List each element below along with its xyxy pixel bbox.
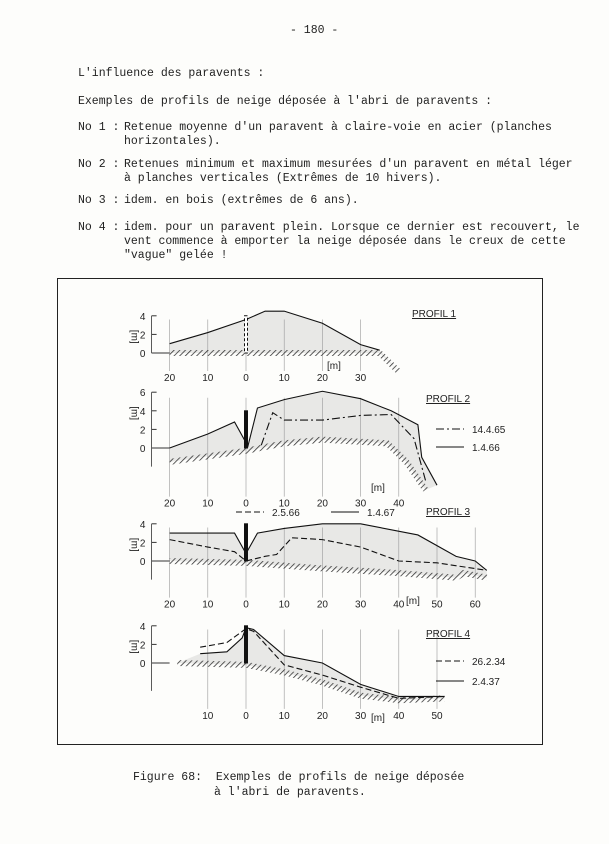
fence-marker xyxy=(245,316,248,353)
profile-1 xyxy=(129,309,457,384)
x-tick-label: 10 xyxy=(278,373,290,384)
snow-profiles-figure xyxy=(58,279,544,746)
y-tick-label: 0 xyxy=(139,444,146,455)
x-tick-label: 0 xyxy=(243,710,249,722)
x-tick-label: 10 xyxy=(202,710,214,722)
x-tick-label: 20 xyxy=(316,373,328,384)
item-1-line: horizontales). xyxy=(124,135,221,148)
y-axis-label: [m] xyxy=(128,329,140,344)
figure-caption: Figure 68: Exemples de profils de neige déposée xyxy=(133,771,465,784)
item-4-line: idem. pour un paravent plein. Lorsque ce dernier est recouvert, le xyxy=(124,221,580,234)
x-tick-label: 0 xyxy=(243,498,249,510)
x-tick-label: 20 xyxy=(164,373,176,384)
x-tick-label: 10 xyxy=(202,498,214,510)
profile-4 xyxy=(129,622,506,724)
x-tick-label: 40 xyxy=(393,710,405,722)
legend-label: 2.4.37 xyxy=(472,677,500,688)
profile-title: PROFIL 2 xyxy=(426,394,471,405)
profile-title: PROFIL 4 xyxy=(426,629,471,640)
figure-caption: à l'abri de paravents. xyxy=(214,786,366,799)
x-tick-label: 50 xyxy=(431,599,443,611)
x-axis-label: [m] xyxy=(371,483,385,494)
y-axis-label: [m] xyxy=(128,537,140,552)
x-axis-label: [m] xyxy=(327,361,341,372)
y-tick-label: 2 xyxy=(139,640,146,652)
legend-label: 2.5.66 xyxy=(272,508,300,519)
x-tick-label: 10 xyxy=(278,498,290,510)
profile-title: PROFIL 1 xyxy=(412,309,457,320)
y-tick-label: 4 xyxy=(139,406,146,418)
x-tick-label: 10 xyxy=(202,373,214,384)
item-4-line: vent commence à emporter la neige déposée dans le creux de cette xyxy=(124,235,566,248)
x-tick-label: 60 xyxy=(469,599,481,611)
item-no-4: No 4 : xyxy=(78,221,120,234)
legend-label: 14.4.65 xyxy=(472,425,506,436)
intro: Exemples de profils de neige déposée à l'abri de paravents : xyxy=(78,95,493,108)
x-tick-label: 10 xyxy=(202,599,214,611)
item-2-line: Retenues minimum et maximum mesurées d'un paravent en métal léger xyxy=(124,158,573,171)
legend-label: 1.4.67 xyxy=(367,508,395,519)
item-1-line: Retenue moyenne d'un paravent à claire-voie en acier (planches xyxy=(124,121,552,134)
fence-marker xyxy=(245,626,248,663)
x-tick-label: 40 xyxy=(393,599,405,611)
fence-marker xyxy=(245,411,248,448)
y-tick-label: 2 xyxy=(139,330,146,342)
y-tick-label: 0 xyxy=(139,349,146,360)
x-tick-label: 30 xyxy=(355,373,367,384)
y-tick-label: 4 xyxy=(139,519,146,531)
item-3-line: idem. en bois (extrêmes de 6 ans). xyxy=(124,194,359,207)
y-tick-label: 2 xyxy=(139,538,146,550)
item-no-2: No 2 : xyxy=(78,158,120,171)
item-no-3: No 3 : xyxy=(78,194,120,207)
x-tick-label: 0 xyxy=(243,373,249,384)
x-tick-label: 30 xyxy=(355,599,367,611)
x-tick-label: 50 xyxy=(431,710,443,722)
x-axis-label: [m] xyxy=(406,596,420,607)
y-axis-label: [m] xyxy=(128,639,140,654)
x-tick-label: 30 xyxy=(355,498,367,510)
item-no-1: No 1 : xyxy=(78,121,120,134)
x-tick-label: 20 xyxy=(316,599,328,611)
y-tick-label: 0 xyxy=(139,659,146,670)
legend-label: 1.4.66 xyxy=(472,443,500,454)
profile-title: PROFIL 3 xyxy=(426,507,471,518)
figure-frame xyxy=(57,278,543,745)
x-tick-label: 20 xyxy=(164,498,176,510)
fence-marker xyxy=(245,524,248,561)
x-tick-label: 0 xyxy=(243,599,249,611)
y-tick-label: 6 xyxy=(139,388,146,400)
y-tick-label: 2 xyxy=(139,425,146,437)
profile-2 xyxy=(129,388,506,509)
x-tick-label: 40 xyxy=(393,498,405,510)
page-number: - 180 - xyxy=(290,24,339,37)
y-axis-label: [m] xyxy=(128,406,140,421)
x-tick-label: 30 xyxy=(355,710,367,722)
legend-label: 26.2.34 xyxy=(472,657,506,668)
item-4-line: "vague" gelée ! xyxy=(124,249,228,262)
y-tick-label: 4 xyxy=(139,621,146,633)
profile-3 xyxy=(129,507,487,611)
heading: L'influence des paravents : xyxy=(78,67,265,80)
x-tick-label: 10 xyxy=(278,599,290,611)
x-tick-label: 20 xyxy=(316,710,328,722)
y-tick-label: 0 xyxy=(139,557,146,568)
x-tick-label: 20 xyxy=(164,599,176,611)
x-tick-label: 20 xyxy=(316,498,328,510)
x-axis-label: [m] xyxy=(371,713,385,724)
item-2-line: à planches verticales (Extrêmes de 10 hivers). xyxy=(124,172,442,185)
x-tick-label: 10 xyxy=(278,710,290,722)
y-tick-label: 4 xyxy=(139,311,146,323)
